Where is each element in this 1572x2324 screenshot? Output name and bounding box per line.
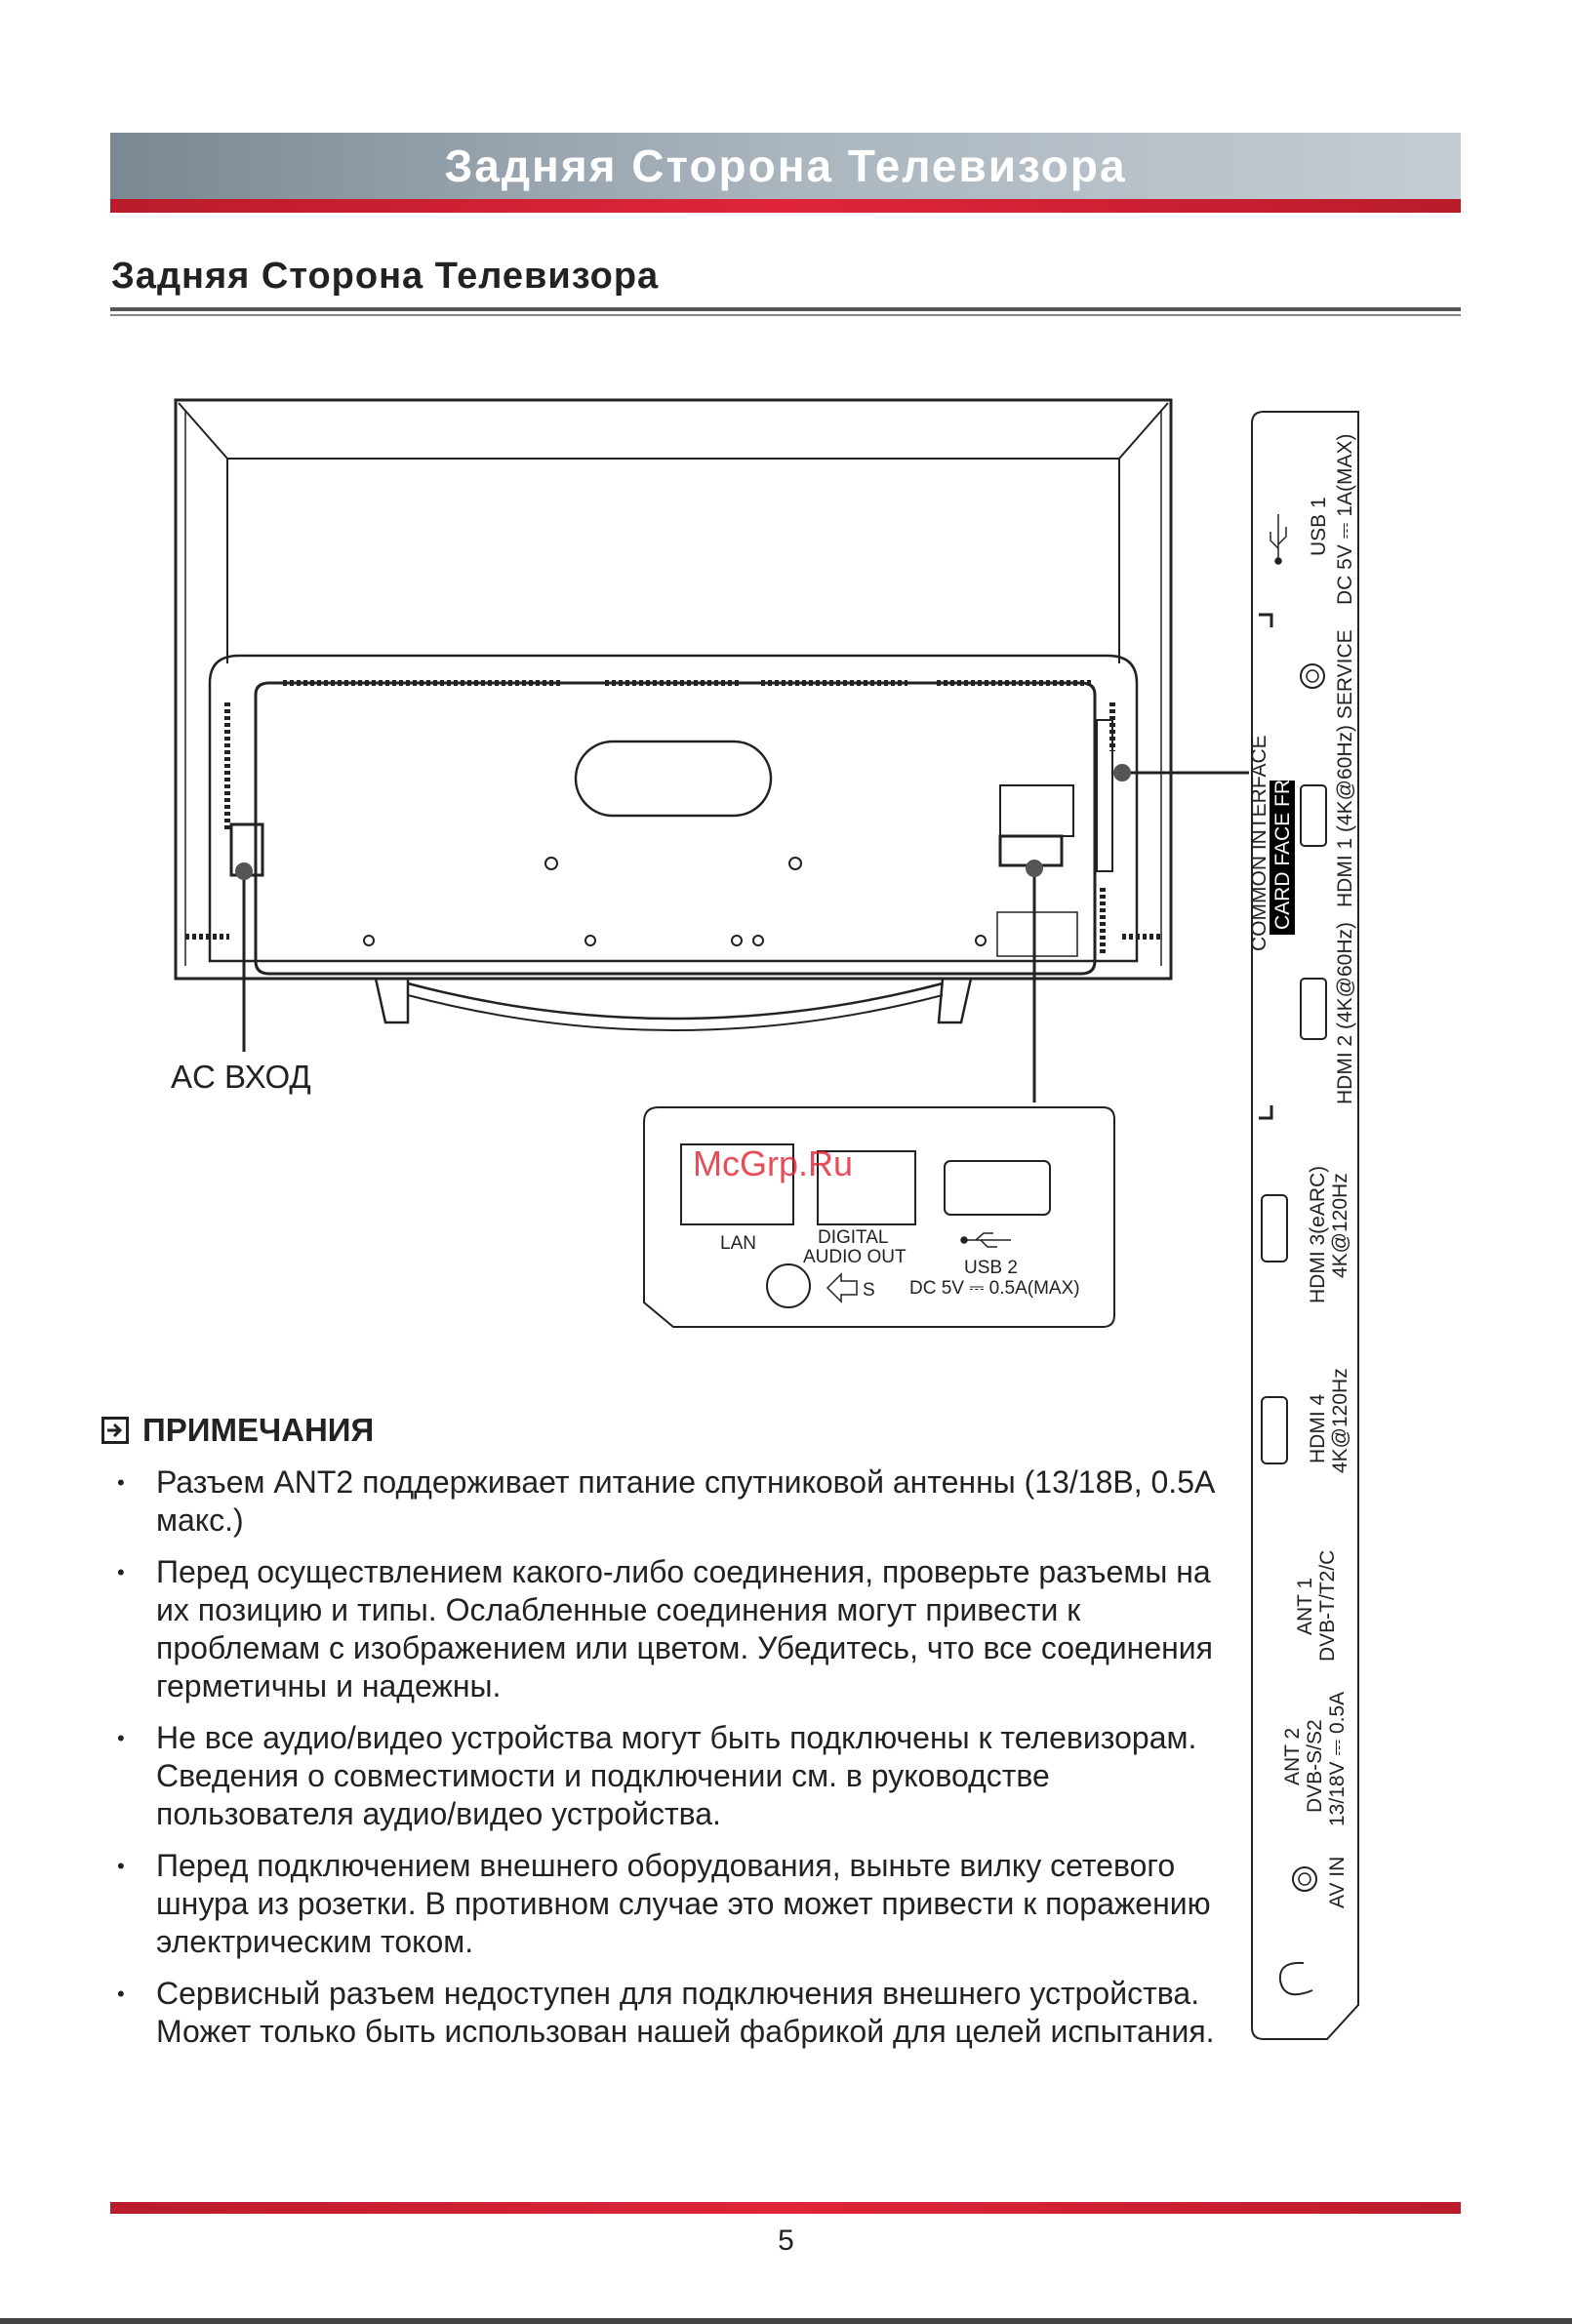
ant2-power: 13/18V ⎓ 0.5A (1326, 1691, 1349, 1826)
ant2-type: DVB-S/S2 (1304, 1719, 1326, 1813)
ant1-type: DVB-T/T2/C (1316, 1549, 1339, 1662)
hdmi1-service-label: HDMI 1 (4K@60Hz) SERVICE (1334, 629, 1356, 907)
usb2-label: USB 2 (964, 1258, 1018, 1278)
notes-heading-text: ПРИМЕЧАНИЯ (142, 1412, 375, 1448)
card-face-label: CARD FACE FRONT (1271, 736, 1294, 930)
hdmi3-label: HDMI 3(eARC) (1307, 1165, 1329, 1303)
notes-heading (101, 1412, 374, 1449)
ant1-label: ANT 1 (1294, 1577, 1316, 1635)
ci-pointer (1113, 764, 1131, 781)
ant2-label: ANT 2 (1281, 1727, 1304, 1785)
ci-label: COMMON INTERFACE (1248, 735, 1270, 951)
note-item: • Сервисный разъем недоступен для подключения внешнего устройства. Может только быть использован нашей фабрикой для целей испытания. (109, 1975, 1231, 2051)
usb1-icon (1270, 514, 1286, 564)
hdmi3-speed: 4K@120Hz (1329, 1173, 1351, 1278)
note-arrow-icon (101, 1417, 129, 1444)
bottom-edge (0, 2318, 1572, 2324)
page-number: 5 (778, 2224, 794, 2257)
avin-label: AV IN (1326, 1856, 1349, 1908)
section-title: Задняя Сторона Телевизора (111, 256, 660, 297)
usb-pointer (1026, 860, 1043, 877)
note-item: • Не все аудио/видео устройства могут быть подключены к телевизорам. Сведения о совместимости и подключении см. в руководстве пользователя аудио/видео устройства. (109, 1719, 1231, 1833)
connector-inset (644, 1107, 1114, 1327)
digital-label-1: DIGITAL (818, 1227, 889, 1248)
hdmi4-label: HDMI 4 (1307, 1393, 1329, 1463)
mount-hole (576, 741, 771, 816)
s-label: S (863, 1280, 875, 1301)
note-item: • Перед подключением внешнего оборудования, выньте вилку сетевого шнура из розетки. В противном случае это может привести к поражению электрическим током. (109, 1847, 1231, 1961)
tv-back-panel (256, 683, 1095, 974)
note-item: • Перед осуществлением какого-либо соединения, проверьте разъемы на их позицию и типы. Ослабленные соединения могут привести к проблемам с изображением или цветом. Убедитесь, что все соединения герметичны и надежны. (109, 1553, 1231, 1705)
usb1-power: DC 5V ⎓ 1A(MAX) (1334, 433, 1356, 605)
hdmi4-speed: 4K@120Hz (1329, 1368, 1351, 1473)
tv-frame (176, 400, 1171, 979)
footer-red-bar (110, 2202, 1461, 2214)
header-title: Задняя Сторона Телевизора (444, 140, 1127, 191)
hdmi2-label: HDMI 2 (4K@60Hz) (1334, 921, 1356, 1104)
notes-list (109, 1463, 1231, 2064)
ac-label: AC ВХОД (171, 1059, 311, 1095)
ac-pointer (235, 862, 253, 880)
note-item: • Разъем ANT2 поддерживает питание спутниковой антенны (13/18В, 0.5А макс.) (109, 1463, 1231, 1540)
side-panel (1248, 412, 1358, 2039)
digital-label-2: AUDIO OUT (803, 1247, 907, 1267)
watermark: McGrp.Ru (693, 1143, 854, 1183)
usb2-power: DC 5V ⎓ 0.5A(MAX) (909, 1278, 1080, 1299)
lan-label: LAN (720, 1233, 756, 1254)
usb1-label: USB 1 (1308, 497, 1330, 556)
